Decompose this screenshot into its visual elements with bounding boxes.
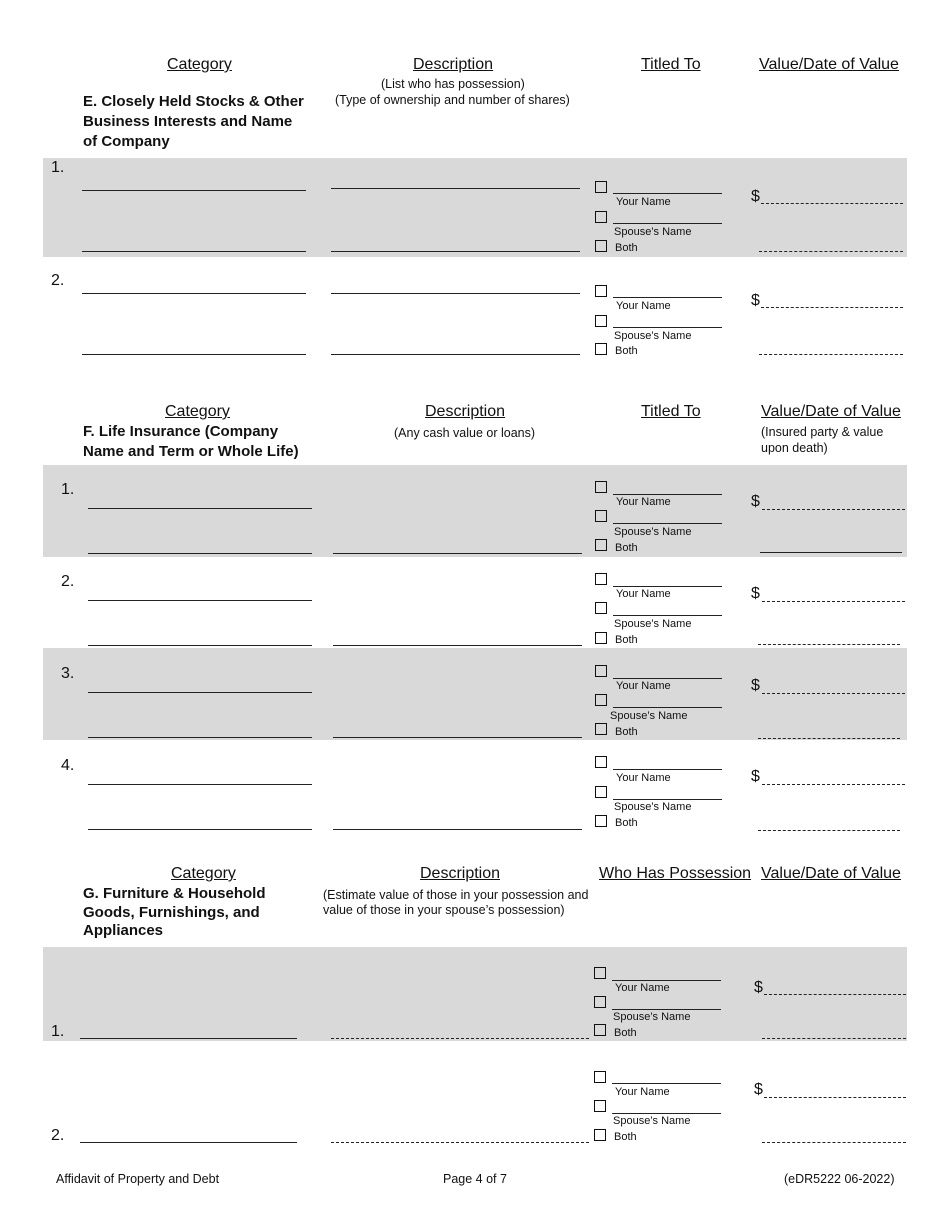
both-checkbox[interactable] (595, 539, 607, 551)
possession-header: Who Has Possession (599, 865, 752, 882)
row-number: 1. (61, 481, 75, 498)
description-field[interactable] (331, 1142, 589, 1143)
category-field[interactable] (88, 600, 312, 601)
date-field[interactable] (758, 830, 900, 831)
category-header: Category (167, 56, 232, 73)
your-name-checkbox[interactable] (594, 1071, 606, 1083)
titled-to-header: Titled To (641, 56, 701, 73)
date-field[interactable] (759, 354, 903, 355)
your-name-label: Your Name (616, 196, 671, 208)
value-header: Value/Date of Value (761, 865, 901, 882)
footer-page-number: Page 4 of 7 (443, 1172, 507, 1186)
value-field[interactable] (762, 601, 905, 602)
both-checkbox[interactable] (595, 632, 607, 644)
category-field[interactable] (80, 1142, 297, 1143)
dollar-sign: $ (751, 188, 760, 205)
category-field[interactable] (88, 508, 312, 509)
value-field[interactable] (762, 509, 905, 510)
your-name-field[interactable] (613, 769, 722, 770)
description-header: Description (420, 865, 501, 882)
footer-form-title: Affidavit of Property and Debt (56, 1172, 220, 1186)
category-header: Category (165, 403, 230, 420)
value-field[interactable] (762, 784, 905, 785)
category-field[interactable] (88, 645, 312, 646)
your-name-checkbox[interactable] (595, 756, 607, 768)
your-name-label: Your Name (616, 680, 671, 692)
spouse-name-checkbox[interactable] (595, 694, 607, 706)
both-label: Both (615, 542, 638, 554)
category-field[interactable] (82, 251, 306, 252)
spouse-name-label: Spouse’s Name (614, 801, 692, 813)
spouse-name-label: Spouse’s Name (613, 1115, 691, 1127)
your-name-field[interactable] (613, 586, 722, 587)
dollar-sign: $ (751, 292, 760, 309)
both-label: Both (615, 726, 638, 738)
category-field[interactable] (88, 737, 312, 738)
your-name-field[interactable] (612, 980, 721, 981)
description-field[interactable] (331, 251, 580, 252)
description-note: (Type of ownership and number of shares) (335, 93, 570, 107)
your-name-label: Your Name (616, 300, 671, 312)
description-note: (Estimate value of those in your possession and (323, 888, 589, 902)
spouse-name-checkbox[interactable] (594, 1100, 606, 1112)
your-name-field[interactable] (613, 678, 722, 679)
your-name-checkbox[interactable] (595, 181, 607, 193)
row-number: 1. (51, 1023, 65, 1040)
description-note: value of those in your spouse’s possession) (323, 903, 565, 917)
row-shading (43, 465, 907, 557)
dollar-sign: $ (751, 677, 760, 694)
category-field[interactable] (88, 553, 312, 554)
date-field[interactable] (758, 738, 900, 739)
row-number: 1. (51, 159, 65, 176)
your-name-label: Your Name (616, 496, 671, 508)
description-header: Description (425, 403, 506, 420)
description-header: Description (413, 56, 494, 73)
spouse-name-field[interactable] (613, 707, 722, 708)
both-label: Both (615, 634, 638, 646)
dollar-sign: $ (754, 979, 763, 996)
value-note: (Insured party & value (761, 425, 884, 439)
value-header: Value/Date of Value (761, 403, 901, 420)
your-name-label: Your Name (615, 1086, 670, 1098)
value-field[interactable] (761, 307, 903, 308)
description-field[interactable] (333, 553, 582, 554)
both-checkbox[interactable] (595, 240, 607, 252)
your-name-label: Your Name (616, 588, 671, 600)
value-field[interactable] (764, 1097, 906, 1098)
spouse-name-field[interactable] (612, 1009, 721, 1010)
description-field[interactable] (331, 354, 580, 355)
your-name-checkbox[interactable] (595, 665, 607, 677)
your-name-checkbox[interactable] (594, 967, 606, 979)
value-field[interactable] (762, 693, 905, 694)
both-checkbox[interactable] (595, 343, 607, 355)
row-number: 4. (61, 757, 75, 774)
category-field[interactable] (88, 692, 312, 693)
description-field[interactable] (331, 188, 580, 189)
spouse-name-label: Spouse’s Name (610, 710, 688, 722)
your-name-label: Your Name (615, 982, 670, 994)
both-label: Both (614, 1027, 637, 1039)
your-name-checkbox[interactable] (595, 285, 607, 297)
row-number: 2. (51, 1127, 65, 1144)
row-shading (43, 648, 907, 740)
titled-to-header: Titled To (641, 403, 701, 420)
spouse-name-label: Spouse’s Name (614, 226, 692, 238)
spouse-name-label: Spouse’s Name (614, 330, 692, 342)
your-name-checkbox[interactable] (595, 573, 607, 585)
description-field[interactable] (333, 829, 582, 830)
description-note: (List who has possession) (381, 77, 525, 91)
description-field[interactable] (331, 1038, 589, 1039)
value-header: Value/Date of Value (759, 56, 899, 73)
category-field[interactable] (82, 293, 306, 294)
value-field[interactable] (761, 203, 903, 204)
both-label: Both (615, 242, 638, 254)
your-name-field[interactable] (613, 193, 722, 194)
dollar-sign: $ (754, 1081, 763, 1098)
your-name-field[interactable] (613, 494, 722, 495)
both-checkbox[interactable] (595, 815, 607, 827)
footer-form-code: (eDR5222 06-2022) (784, 1172, 895, 1186)
both-checkbox[interactable] (594, 1024, 606, 1036)
row-number: 3. (61, 665, 75, 682)
value-field[interactable] (764, 994, 906, 995)
row-number: 2. (61, 573, 75, 590)
dollar-sign: $ (751, 585, 760, 602)
spouse-name-field[interactable] (613, 799, 722, 800)
spouse-name-checkbox[interactable] (595, 602, 607, 614)
spouse-name-checkbox[interactable] (595, 315, 607, 327)
category-title: F. Life Insurance (Company Name and Term or Whole Life) (83, 423, 299, 460)
category-title: G. Furniture & Household Goods, Furnishings, and Appliances (83, 885, 266, 939)
your-name-checkbox[interactable] (595, 481, 607, 493)
both-label: Both (615, 817, 638, 829)
spouse-name-field[interactable] (613, 615, 722, 616)
category-header: Category (171, 865, 236, 882)
category-field[interactable] (88, 784, 312, 785)
row-shading (43, 158, 907, 257)
category-field[interactable] (82, 354, 306, 355)
spouse-name-field[interactable] (613, 523, 722, 524)
both-checkbox[interactable] (595, 723, 607, 735)
both-checkbox[interactable] (594, 1129, 606, 1141)
both-label: Both (614, 1131, 637, 1143)
date-field[interactable] (762, 1142, 906, 1143)
spouse-name-field[interactable] (613, 327, 722, 328)
description-field[interactable] (333, 737, 582, 738)
category-field[interactable] (82, 190, 306, 191)
spouse-name-label: Spouse’s Name (613, 1011, 691, 1023)
spouse-name-checkbox[interactable] (595, 211, 607, 223)
spouse-name-checkbox[interactable] (595, 786, 607, 798)
both-label: Both (615, 345, 638, 357)
your-name-field[interactable] (612, 1083, 721, 1084)
date-field[interactable] (758, 644, 900, 645)
date-field[interactable] (762, 1038, 906, 1039)
category-field[interactable] (80, 1038, 297, 1039)
date-field[interactable] (760, 552, 902, 553)
spouse-name-checkbox[interactable] (595, 510, 607, 522)
category-title: E. Closely Held Stocks & Other Business Interests and Name of Company (83, 93, 304, 150)
spouse-name-checkbox[interactable] (594, 996, 606, 1008)
date-field[interactable] (759, 251, 903, 252)
category-field[interactable] (88, 829, 312, 830)
description-note: (Any cash value or loans) (394, 426, 536, 440)
dollar-sign: $ (751, 493, 760, 510)
row-number: 2. (51, 272, 65, 289)
dollar-sign: $ (751, 768, 760, 785)
spouse-name-field[interactable] (613, 223, 722, 224)
value-note: upon death) (761, 441, 828, 455)
your-name-field[interactable] (613, 297, 722, 298)
spouse-name-field[interactable] (612, 1113, 721, 1114)
your-name-label: Your Name (616, 772, 671, 784)
description-field[interactable] (331, 293, 580, 294)
spouse-name-label: Spouse’s Name (614, 618, 692, 630)
spouse-name-label: Spouse’s Name (614, 526, 692, 538)
description-field[interactable] (333, 645, 582, 646)
